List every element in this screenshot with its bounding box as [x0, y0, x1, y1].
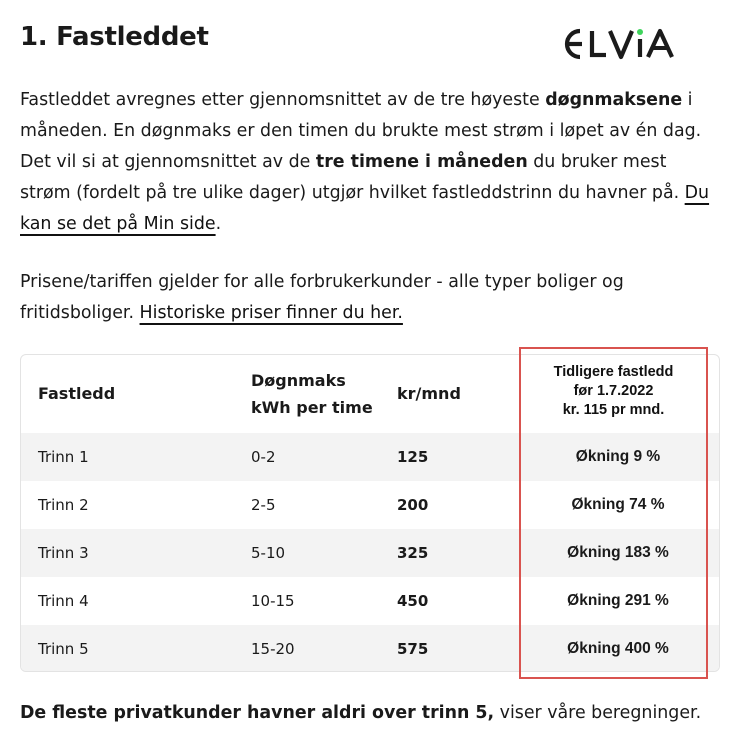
increase-cell: Økning 74 % — [571, 496, 665, 513]
table-row — [21, 433, 719, 481]
price-cell: 325 — [397, 544, 429, 562]
table-row — [21, 577, 719, 625]
range-cell: 5-10 — [251, 544, 286, 562]
header-fastledd: Fastledd — [38, 384, 116, 403]
page-title: 1. Fastleddet — [20, 22, 209, 52]
range-cell: 10-15 — [251, 592, 295, 610]
table-row — [21, 481, 719, 529]
increase-cell: Økning 291 % — [567, 592, 669, 609]
footer-note: De fleste privatkunder havner aldri over trinn 5, viser våre beregninger. — [20, 703, 702, 723]
increase-cell: Økning 400 % — [567, 640, 669, 657]
header-kr-mnd: kr/mnd — [397, 384, 461, 403]
increase-cell: Økning 9 % — [575, 448, 661, 465]
increase-cell: Økning 183 % — [567, 544, 669, 561]
historical-prices-link[interactable]: Historiske priser finner du her. — [139, 303, 403, 323]
table-row — [21, 625, 719, 672]
min-side-link[interactable]: Du kan se det på Min side — [20, 183, 710, 234]
intro-paragraph: Fastleddet avregnes etter gjennomsnittet av de tre høyeste døgnmaksene i måneden. En døgnmaks er den timen du brukte mest strøm i løpet av én dag. Det vil si at gjennomsnittet av de tre timene i måneden du bruker mest strøm (fordelt på tre ulike dager) utgjør hvilket fastleddstrinn du havner på. Du kan se det på Min side. — [20, 90, 710, 234]
trinn-cell: Trinn 3 — [38, 544, 89, 562]
trinn-cell: Trinn 4 — [38, 592, 89, 610]
prices-paragraph: Prisene/tariffen gjelder for alle forbrukerkunder - alle typer boliger og fritidsboliger. Historiske priser finner du her. — [20, 272, 624, 323]
old-fastledd-header: Tidligere fastledd før 1.7.2022 kr. 115 pr mnd. — [553, 364, 674, 418]
range-cell: 2-5 — [251, 496, 276, 514]
range-cell: 15-20 — [251, 640, 295, 658]
elvia-logo — [558, 24, 682, 64]
price-cell: 125 — [397, 448, 429, 466]
price-cell: 200 — [397, 496, 429, 514]
table-row — [21, 529, 719, 577]
trinn-cell: Trinn 1 — [38, 448, 89, 466]
header-dognmaks: Døgnmaks kWh per time — [251, 371, 373, 417]
range-cell: 0-2 — [251, 448, 276, 466]
price-cell: 575 — [397, 640, 429, 658]
trinn-cell: Trinn 5 — [38, 640, 89, 658]
trinn-cell: Trinn 2 — [38, 496, 89, 514]
price-cell: 450 — [397, 592, 429, 610]
